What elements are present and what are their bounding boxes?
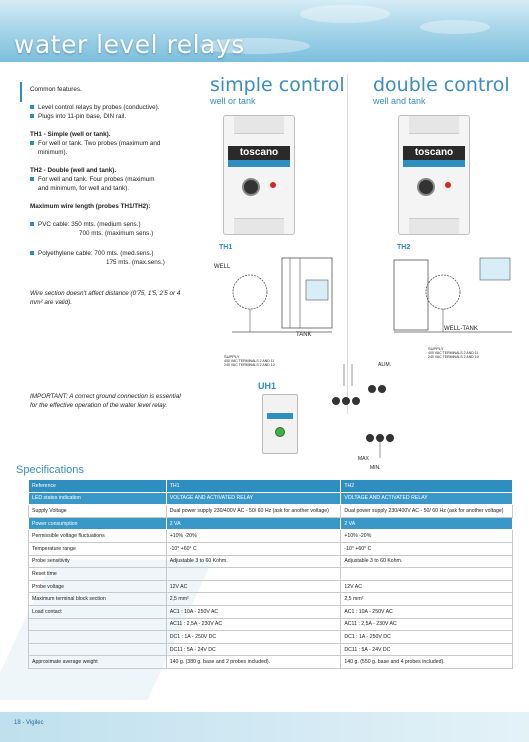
wire-title: Maximum wire length (probes TH1/TH2):: [30, 203, 151, 210]
bullet-icon: [30, 177, 34, 181]
well-tank-label: WELL-TANK: [444, 326, 478, 332]
well-label: WELL: [214, 264, 231, 270]
table-cell: Reset time: [29, 568, 167, 581]
feature-item: Plugs into 11-pin base, DIN rail.: [30, 113, 126, 121]
supply-240: 240 VAC TERMINALS 2 AND 10: [428, 355, 479, 359]
table-cell: DC11 : 5A - 24V DC: [341, 643, 513, 656]
table-cell: VOLTAGE AND ACTIVATED RELAY: [341, 492, 513, 505]
pvc-item-cont: 700 mts. (maximum sens.): [79, 230, 154, 237]
table-cell: -10° +60° C: [166, 542, 341, 555]
table-row: [29, 643, 513, 656]
table-row: [29, 580, 513, 593]
poly-item: Polyethylene cable: 700 mts. (med.sens.): [30, 250, 154, 258]
th1-tag: TH1: [219, 244, 233, 251]
table-cell: Power consumption: [29, 517, 167, 530]
table-cell: AC1 : 10A - 250V AC: [166, 605, 341, 618]
footer-bar: [0, 712, 529, 742]
th2-item: For well and tank. Four probes (maximum: [30, 176, 155, 184]
page-footer: 18 - Vigilec: [14, 720, 44, 726]
supply-400: 400 VAC TERMINALS 2 AND 11: [428, 351, 479, 355]
table-row: [29, 517, 513, 530]
table-row: [29, 568, 513, 581]
brand-label: toscano: [403, 146, 465, 160]
accent-bar: [20, 82, 22, 102]
table-cell: +10% -20%: [166, 530, 341, 543]
th1-item-cont: minimum).: [38, 149, 68, 156]
simple-control-title: simple control: [210, 74, 345, 96]
table-row: [29, 656, 513, 669]
wire-note: Wire section doesn't affect distance (0'75, 1'5, 2'5 or 4: [30, 290, 181, 297]
pvc-item: PVC cable: 350 mts. (medium sens.): [30, 221, 141, 229]
th2-item-cont: and minimum, for well and tank).: [38, 185, 129, 192]
table-cell: Temperature range: [29, 542, 167, 555]
supply-label: SUPPLY: [428, 346, 444, 351]
table-cell: Permissible voltage fluctuations: [29, 530, 167, 543]
table-row: [29, 530, 513, 543]
th1-item: For well or tank. Two probes (maximum and: [30, 140, 160, 148]
bullet-icon: [30, 114, 34, 118]
sensitivity-knob-icon: [242, 178, 260, 196]
table-cell: [341, 568, 513, 581]
poly-item-cont: 175 mts. (max.sens.): [106, 259, 165, 266]
bullet-icon: [30, 105, 34, 109]
page-title: water level relays: [14, 30, 245, 59]
led-icon: [270, 182, 276, 188]
table-cell: AC11 : 2,5A - 230V AC: [341, 618, 513, 631]
table-cell: Reference: [29, 480, 167, 493]
th2-title: TH2 - Double (well and tank).: [30, 167, 117, 174]
wire-note-cont: mm² are valid).: [30, 299, 72, 306]
double-control-sub: well and tank: [373, 96, 426, 106]
relay-th1-image: [223, 115, 295, 235]
table-cell: -10° +60° C: [341, 542, 513, 555]
table-cell: TH1: [166, 480, 341, 493]
table-cell: TH2: [341, 480, 513, 493]
table-row: [29, 492, 513, 505]
th1-wiring-diagram: [212, 252, 342, 367]
table-cell: 12V AC: [166, 580, 341, 593]
table-header-row: [29, 480, 513, 493]
th2-wiring-diagram: [388, 250, 518, 367]
table-cell: 140 g. (380 g. base and 2 probes included).: [166, 656, 341, 669]
important-note-cont: for the effective operation of the water level relay.: [30, 402, 168, 409]
features-heading: Common features.: [30, 86, 82, 93]
relay-th2-image: [398, 115, 470, 235]
table-cell: Adjustable 3 to 60 Kohm.: [166, 555, 341, 568]
table-cell: DC11 : 5A - 24V DC: [166, 643, 341, 656]
alim-label: ALIM.: [378, 362, 392, 368]
table-cell: VOLTAGE AND ACTIVATED RELAY: [166, 492, 341, 505]
table-row: [29, 555, 513, 568]
table-cell: 2,5 mm²: [341, 593, 513, 606]
specifications-title: Specifications: [16, 464, 84, 476]
table-cell: Probe voltage: [29, 580, 167, 593]
sensitivity-knob-icon: [417, 178, 435, 196]
table-row: [29, 631, 513, 644]
table-cell: [29, 618, 167, 631]
brand-label: toscano: [228, 146, 290, 160]
table-cell: AC11 : 2,5A - 230V AC: [166, 618, 341, 631]
important-note: IMPORTANT: A correct ground connection is essential: [30, 393, 181, 400]
supply-240: 240 VAC TERMINALS 2 AND 10: [224, 363, 275, 367]
max-label: MAX: [358, 456, 369, 462]
bullet-icon: [30, 251, 34, 255]
table-cell: Approximate average weight: [29, 656, 167, 669]
table-cell: +10% -20%: [341, 530, 513, 543]
specifications-table: [28, 479, 513, 669]
table-cell: AC1 : 10A - 250V AC: [341, 605, 513, 618]
table-cell: Probe sensitivity: [29, 555, 167, 568]
supply-400: 400 VAC TERMINALS 2 AND 11: [224, 359, 275, 363]
tank-label: TANK: [296, 332, 312, 338]
th2-tag: TH2: [397, 244, 411, 251]
table-cell: Adjustable 3 to 60 Kohm.: [341, 555, 513, 568]
table-cell: Supply Voltage: [29, 505, 167, 518]
bullet-icon: [30, 141, 34, 145]
table-cell: Dual power supply 230/400V AC - 50/ 60 Hz (ask for another voltage): [341, 505, 513, 518]
uh1-terminal-diagram: [330, 356, 420, 472]
table-cell: [29, 643, 167, 656]
table-row: [29, 618, 513, 631]
table-cell: Maximum terminal block section: [29, 593, 167, 606]
table-row: [29, 605, 513, 618]
table-row: [29, 593, 513, 606]
table-cell: 12V AC: [341, 580, 513, 593]
table-cell: [166, 568, 341, 581]
supply-label: SUPPLY: [224, 354, 240, 359]
led-icon: [445, 182, 451, 188]
table-cell: 2,5 mm²: [166, 593, 341, 606]
table-cell: 2 VA: [166, 517, 341, 530]
table-cell: Load contact: [29, 605, 167, 618]
simple-control-sub: well or tank: [210, 96, 256, 106]
table-cell: DC1 : 1A - 250V DC: [341, 631, 513, 644]
table-cell: DC1 : 1A - 250V DC: [166, 631, 341, 644]
uh1-tag: UH1: [258, 381, 277, 391]
table-cell: [29, 631, 167, 644]
table-cell: 140 g. (550 g. base and 4 probes included).: [341, 656, 513, 669]
uh1-device-image: [262, 394, 298, 454]
double-control-title: double control: [373, 74, 510, 96]
table-row: [29, 542, 513, 555]
th1-title: TH1 - Simple (well or tank).: [30, 131, 111, 138]
table-cell: 2 VA: [341, 517, 513, 530]
feature-item: Level control relays by probes (conductive).: [30, 104, 159, 112]
bullet-icon: [30, 222, 34, 226]
table-cell: LED states indication: [29, 492, 167, 505]
table-row: [29, 505, 513, 518]
table-cell: Dual power supply 230/400V AC - 50/ 60 Hz (ask for another voltage): [166, 505, 341, 518]
min-label: MIN.: [370, 465, 381, 471]
